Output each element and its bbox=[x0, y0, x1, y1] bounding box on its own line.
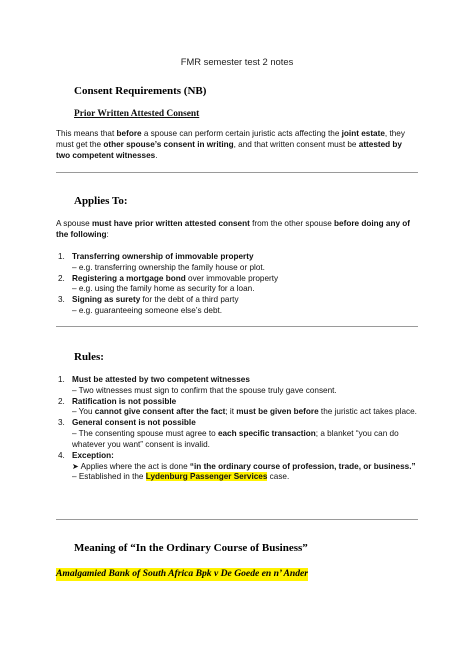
section-divider bbox=[56, 326, 418, 327]
text-run-bold: before doing any of the following bbox=[56, 219, 411, 239]
text-run-bold: “in the ordinary course of profession, trade, or business.” bbox=[189, 461, 416, 471]
applies-list bbox=[56, 252, 418, 317]
text-run-bold: General consent is not possible bbox=[72, 418, 196, 428]
text-run-bold: must be given before bbox=[236, 407, 319, 417]
text-run-bold: must have prior written attested consent bbox=[91, 219, 250, 228]
list-item bbox=[56, 418, 418, 450]
list-item bbox=[56, 295, 418, 317]
applies-heading: Applies To: bbox=[74, 195, 128, 207]
list-item bbox=[56, 397, 418, 419]
list-item bbox=[56, 252, 418, 274]
text-run: – Two witnesses must sign to confirm that the spouse truly gave consent. bbox=[72, 385, 337, 395]
text-run: , they must get the bbox=[56, 129, 405, 149]
meaning-heading: Meaning of “In the Ordinary Course of Business” bbox=[74, 542, 308, 554]
text-run: A spouse bbox=[56, 219, 92, 228]
list-number: 4. bbox=[58, 450, 65, 460]
list-item bbox=[56, 375, 418, 397]
text-run: . bbox=[155, 150, 158, 160]
text-run: , and that written consent must be bbox=[233, 139, 359, 149]
text-run-bold: attested by two competent witnesses bbox=[56, 139, 402, 160]
text-run-bold: before bbox=[116, 129, 142, 138]
list-number: 1. bbox=[58, 375, 65, 384]
consent-subheading: Prior Written Attested Consent bbox=[74, 109, 200, 119]
text-run: : bbox=[106, 229, 109, 239]
highlighted-case-citation: Amalgamied Bank of South Africa Bpk v De Goede en n’ Ander bbox=[56, 568, 309, 579]
rules-heading: Rules: bbox=[74, 351, 104, 363]
text-run: case. bbox=[267, 472, 290, 482]
section-divider bbox=[56, 519, 418, 520]
list-number: 2. bbox=[58, 273, 65, 283]
section-divider bbox=[56, 172, 418, 173]
text-run-bold: Registering a mortgage bond bbox=[72, 273, 186, 283]
text-run-bold: Signing as surety bbox=[72, 295, 141, 305]
rules-list bbox=[56, 375, 418, 483]
consent-paragraph bbox=[56, 129, 418, 161]
list-number: 3. bbox=[58, 295, 65, 305]
text-run-bold: Exception: bbox=[72, 450, 114, 460]
list-item-example: – e.g. transferring ownership the family house or plot. bbox=[72, 262, 265, 272]
text-run: ; a blanket “you can do whatever you want” consent is invalid. bbox=[72, 429, 399, 449]
highlighted-case-name: Lydenburg Passenger Services bbox=[145, 472, 268, 482]
text-run-bold: each specific transaction bbox=[217, 429, 316, 439]
text-run: the juristic act takes place. bbox=[318, 407, 417, 417]
text-run: ➤ Applies where the act is done bbox=[72, 461, 190, 471]
text-run: ; it bbox=[225, 407, 237, 417]
text-run-bold: Must be attested by two competent witnesses bbox=[72, 375, 250, 384]
text-run: from the other spouse bbox=[249, 219, 335, 228]
text-run: – Established in the bbox=[72, 472, 146, 482]
list-number: 1. bbox=[58, 252, 65, 261]
list-item-example: – e.g. guaranteeing someone else’s debt. bbox=[72, 306, 223, 316]
document-title: FMR semester test 2 notes bbox=[180, 56, 294, 67]
text-run: This means that bbox=[56, 129, 117, 138]
list-item bbox=[56, 274, 418, 296]
text-run-bold: other spouse’s consent in writing bbox=[103, 139, 234, 149]
list-number: 3. bbox=[58, 418, 65, 428]
list-number: 2. bbox=[58, 396, 65, 406]
text-run: – You bbox=[72, 407, 95, 417]
text-run-bold: Transferring ownership of immovable property bbox=[72, 252, 254, 261]
text-run: for the debt of a third party bbox=[140, 295, 239, 305]
text-run: – The consenting spouse must agree to bbox=[72, 429, 218, 439]
list-item bbox=[56, 451, 418, 483]
applies-intro bbox=[56, 219, 418, 241]
text-run-bold: Ratification is not possible bbox=[72, 396, 177, 406]
consent-heading: Consent Requirements (NB) bbox=[74, 85, 207, 97]
list-item-example: – e.g. using the family home as security for a loan. bbox=[72, 284, 255, 294]
text-run-bold: joint estate bbox=[341, 129, 385, 138]
text-run: a spouse can perform certain juristic acts affecting the bbox=[141, 129, 342, 138]
text-run-bold: cannot give consent after the fact bbox=[94, 407, 226, 417]
text-run: over immovable property bbox=[185, 273, 279, 283]
